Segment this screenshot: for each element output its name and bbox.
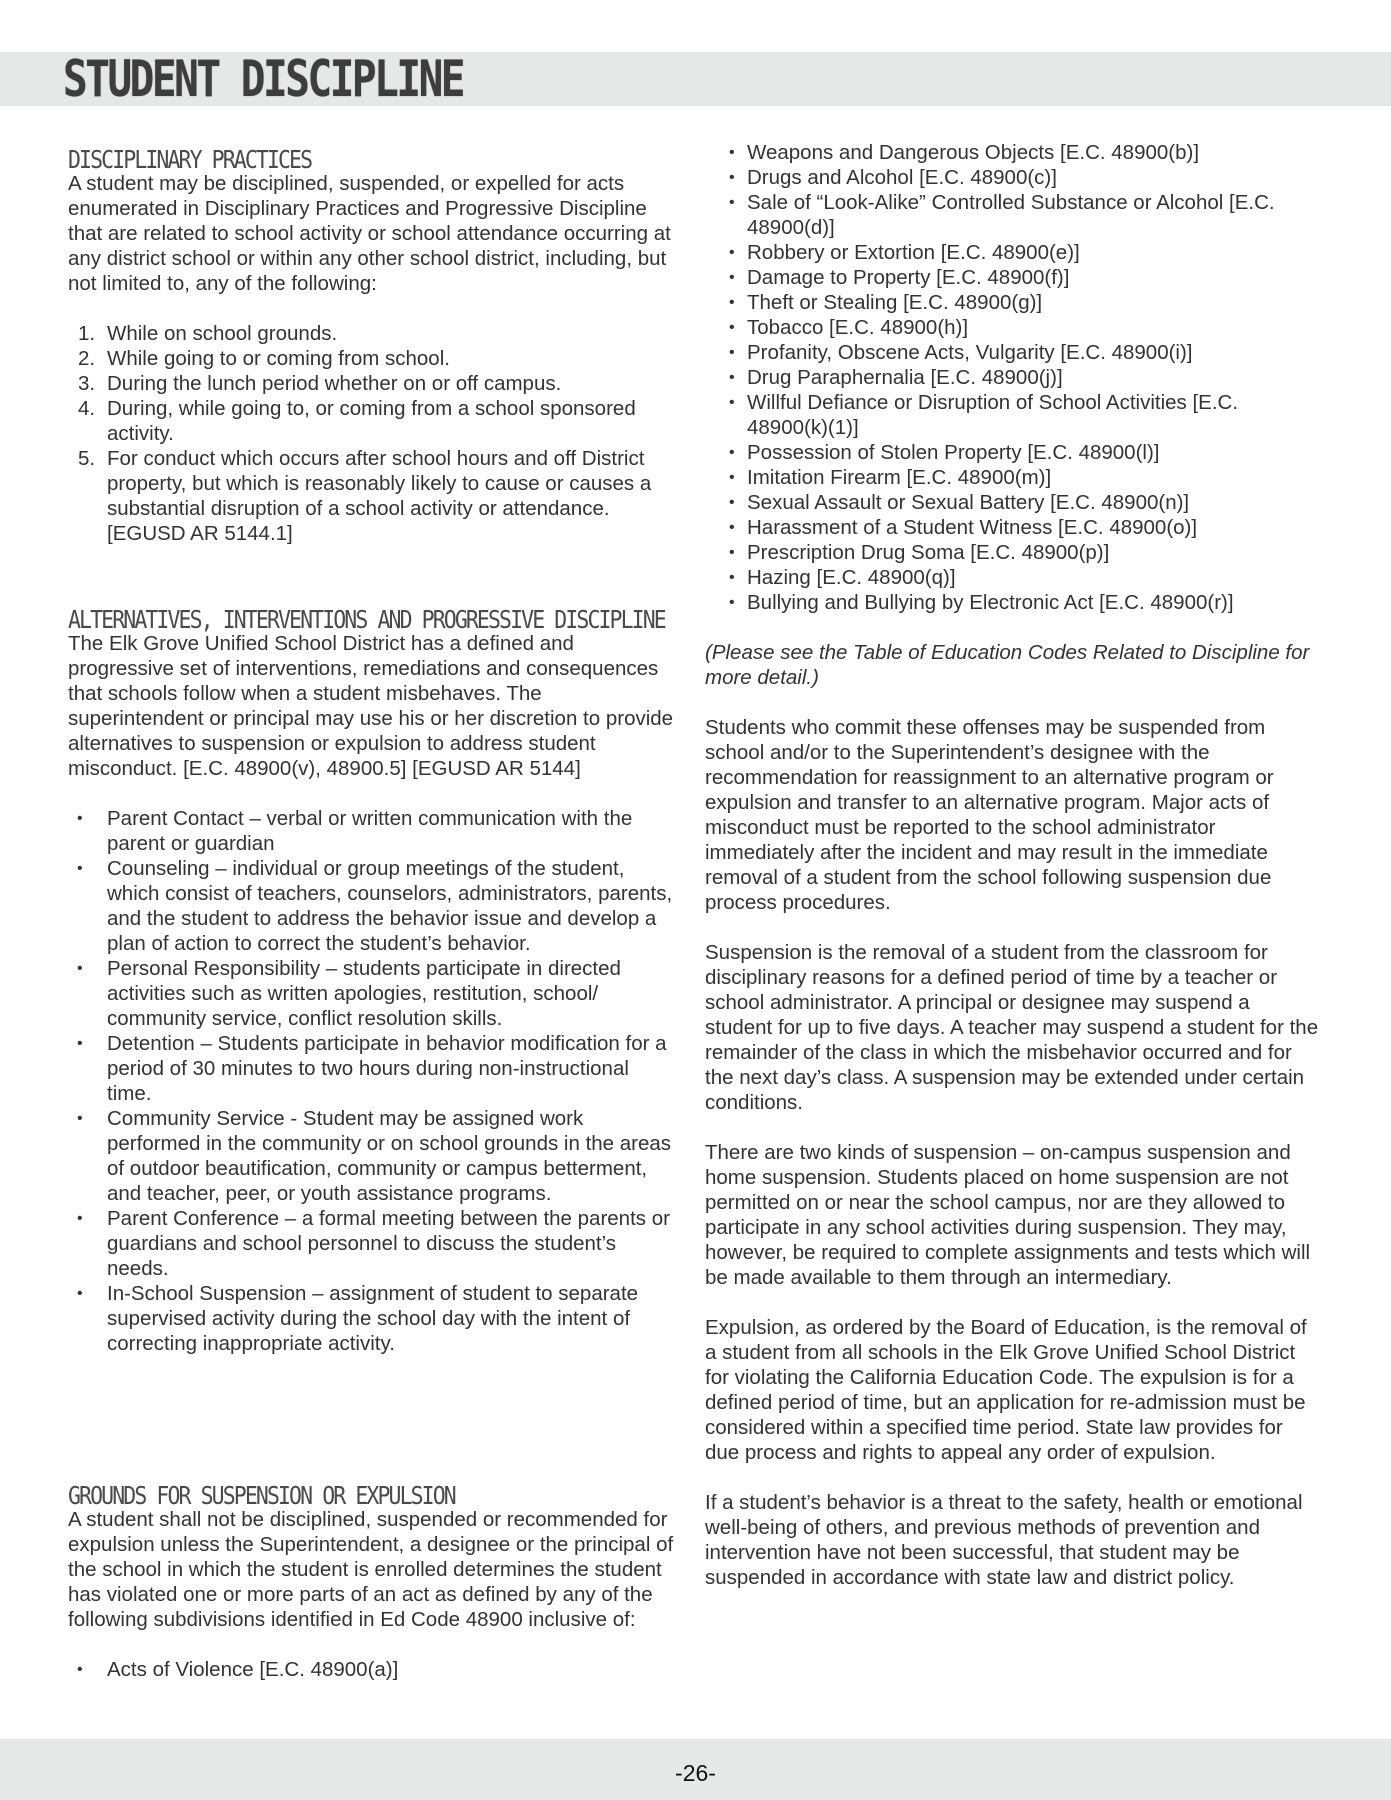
list-item: • Possession of Stolen Property [E.C. 48900(l)] xyxy=(729,441,1160,464)
location-list xyxy=(68,321,678,546)
paragraph-threat-policy: If a student’s behavior is a threat to the safety, health or emotional well-being of others, and previous methods of prevention and intervention have not been successful, that student may be suspended in accordance with state law and district policy. xyxy=(705,1491,1303,1589)
list-item: 1. While on school grounds. xyxy=(78,322,338,345)
list-item: • Tobacco [E.C. 48900(h)] xyxy=(729,316,969,339)
list-item: • Community Service - Student may be assigned work performed in the community or on school grounds in the areas of outdoor beautification, community or campus betterment, and teacher, peer, or youth assistance programs. xyxy=(77,1107,672,1205)
list-item: • Hazing [E.C. 48900(q)] xyxy=(729,566,956,589)
bullet-icon: • xyxy=(729,469,735,486)
bullet-icon: • xyxy=(729,494,735,511)
list-item: • Parent Conference – a formal meeting between the parents or guardians and school personnel to discuss the student’s needs. xyxy=(77,1207,670,1280)
list-item: • Drugs and Alcohol [E.C. 48900(c)] xyxy=(729,166,1057,189)
page-title: STUDENT DISCIPLINE xyxy=(63,50,464,108)
bullet-icon: • xyxy=(729,344,735,361)
list-item: • Willful Defiance or Disruption of School Activities [E.C. 48900(k)(1)] xyxy=(729,391,1239,439)
list-item: • Profanity, Obscene Acts, Vulgarity [E.C. 48900(i)] xyxy=(729,341,1193,364)
bullet-icon: • xyxy=(77,1110,83,1127)
list-item: • Sexual Assault or Sexual Battery [E.C. 48900(n)] xyxy=(729,491,1190,514)
table-reference-note: (Please see the Table of Education Codes Related to Discipline for more detail.) xyxy=(705,641,1310,689)
section-disciplinary-practices xyxy=(68,145,678,546)
list-item: • Weapons and Dangerous Objects [E.C. 48900(b)] xyxy=(729,141,1200,164)
bullet-icon: • xyxy=(729,394,735,411)
list-item: • Imitation Firearm [E.C. 48900(m)] xyxy=(729,466,1052,489)
list-item: • Sale of “Look-Alike” Controlled Substance or Alcohol [E.C. 48900(d)] xyxy=(729,191,1275,239)
list-item: • Robbery or Extortion [E.C. 48900(e)] xyxy=(729,241,1080,264)
section-intro: A student may be disciplined, suspended, or expelled for acts enumerated in Disciplinary Practices and Progressive Discipline that are related to school activity or school attendance occurring at any district school or within any other school district, including, but not limited to, any of the following: xyxy=(68,172,671,295)
paragraph-offense-consequences: Students who commit these offenses may be suspended from school and/or to the Superintendent’s designee with the recommendation for reassignment to an alternative program or expulsion and transfer to an alternative program. Major acts of misconduct must be reported to the school administrator immediately after the incident and may result in the immediate removal of a student from the school following suspension due process procedures. xyxy=(705,716,1274,914)
intervention-list xyxy=(68,806,678,1356)
bullet-icon: • xyxy=(729,194,735,211)
section-intro: The Elk Grove Unified School District has a defined and progressive set of interventions, remediations and consequences that schools follow when a student misbehaves. The superintendent or principal may use his or her discretion to provide alternatives to suspension or expulsion to address student misconduct. [E.C. 48900(v), 48900.5] [EGUSD AR 5144] xyxy=(68,632,674,780)
paragraph-suspension-kinds: There are two kinds of suspension – on-campus suspension and home suspension. Students placed on home suspension are not permitted on or near the school campus, nor are they allowed to participate in any school activities during suspension. They may, however, be required to complete assignments and tests which will be made available to them through an intermediary. xyxy=(705,1141,1311,1289)
bullet-icon: • xyxy=(729,544,735,561)
bullet-icon: • xyxy=(729,594,735,611)
list-item: • Theft or Stealing [E.C. 48900(g)] xyxy=(729,291,1043,314)
list-item: • Detention – Students participate in behavior modification for a period of 30 minutes to two hours during non-instructional time. xyxy=(77,1032,667,1105)
bullet-icon: • xyxy=(729,369,735,386)
bullet-icon: • xyxy=(77,1285,83,1302)
bullet-icon: • xyxy=(729,569,735,586)
bullet-icon: • xyxy=(77,1661,83,1678)
bullet-icon: • xyxy=(77,1210,83,1227)
section-heading: ALTERNATIVES, INTERVENTIONS AND PROGRESSIVE DISCIPLINE xyxy=(68,605,665,634)
bullet-icon: • xyxy=(729,244,735,261)
list-item: • Damage to Property [E.C. 48900(f)] xyxy=(729,266,1070,289)
list-item: • Personal Responsibility – students participate in directed activities such as written apologies, restitution, school/ community service, conflict resolution skills. xyxy=(77,957,621,1030)
list-item: • Prescription Drug Soma [E.C. 48900(p)] xyxy=(729,541,1110,564)
list-item: • Counseling – individual or group meetings of the student, which consist of teachers, counselors, administrators, parents, and the student to address the behavior issue and develop a plan of action to correct the student’s behavior. xyxy=(77,857,673,955)
bullet-icon: • xyxy=(729,144,735,161)
bullet-icon: • xyxy=(729,294,735,311)
list-item: • Bullying and Bullying by Electronic Act [E.C. 48900(r)] xyxy=(729,591,1234,614)
list-item: 4. During, while going to, or coming from a school sponsored activity. xyxy=(78,397,636,445)
section-intro: A student shall not be disciplined, suspended or recommended for expulsion unless the Superintendent, a designee or the principal of the school in which the student is enrolled determines the student has violated one or more parts of an act as defined by any of the following subdivisions identified in Ed Code 48900 inclusive of: xyxy=(68,1508,674,1631)
bullet-icon: • xyxy=(729,444,735,461)
list-item: 2. While going to or coming from school. xyxy=(78,347,450,370)
paragraph-suspension-definition: Suspension is the removal of a student from the classroom for disciplinary reasons for a defined period of time by a teacher or school administrator. A principal or designee may suspend a student for up to five days. A teacher may suspend a student for the remainder of the class in which the misbehavior occurred and for the next day’s class. A suspension may be extended under certain conditions. xyxy=(705,941,1319,1114)
bullet-icon: • xyxy=(729,269,735,286)
list-item: • In-School Suspension – assignment of student to separate supervised activity during the school day with the intent of correcting inappropriate activity. xyxy=(77,1282,639,1355)
list-item: 3. During the lunch period whether on or off campus. xyxy=(78,372,562,395)
list-item: • Parent Contact – verbal or written communication with the parent or guardian xyxy=(77,807,633,855)
section-heading: DISCIPLINARY PRACTICES xyxy=(68,145,312,174)
bullet-icon: • xyxy=(729,319,735,336)
page-number: -26- xyxy=(675,1760,716,1786)
bullet-icon: • xyxy=(77,810,83,827)
offense-list xyxy=(705,140,1320,615)
grounds-list xyxy=(68,1657,678,1682)
paragraph-expulsion: Expulsion, as ordered by the Board of Education, is the removal of a student from all schools in the Elk Grove Unified School District for violating the California Education Code. The expulsion is for a defined period of time, but an application for re-admission must be considered within a specified time period. State law provides for due process and rights to appeal any order of expulsion. xyxy=(705,1316,1307,1464)
section-grounds xyxy=(68,1481,678,1682)
list-item: • Acts of Violence [E.C. 48900(a)] xyxy=(77,1658,399,1681)
bullet-icon: • xyxy=(729,519,735,536)
list-item: • Harassment of a Student Witness [E.C. 48900(o)] xyxy=(729,516,1198,539)
list-item: • Drug Paraphernalia [E.C. 48900(j)] xyxy=(729,366,1063,389)
right-column xyxy=(705,140,1320,1590)
section-alternatives xyxy=(68,605,678,1356)
section-heading: GROUNDS FOR SUSPENSION OR EXPULSION xyxy=(68,1481,455,1510)
list-item: 5. For conduct which occurs after school hours and off District property, but which is reasonably likely to cause or causes a substantial disruption of a school activity or attendance. [EGUSD AR 5144.1] xyxy=(78,447,652,545)
bullet-icon: • xyxy=(77,960,83,977)
bullet-icon: • xyxy=(77,1035,83,1052)
bullet-icon: • xyxy=(77,860,83,877)
bullet-icon: • xyxy=(729,169,735,186)
